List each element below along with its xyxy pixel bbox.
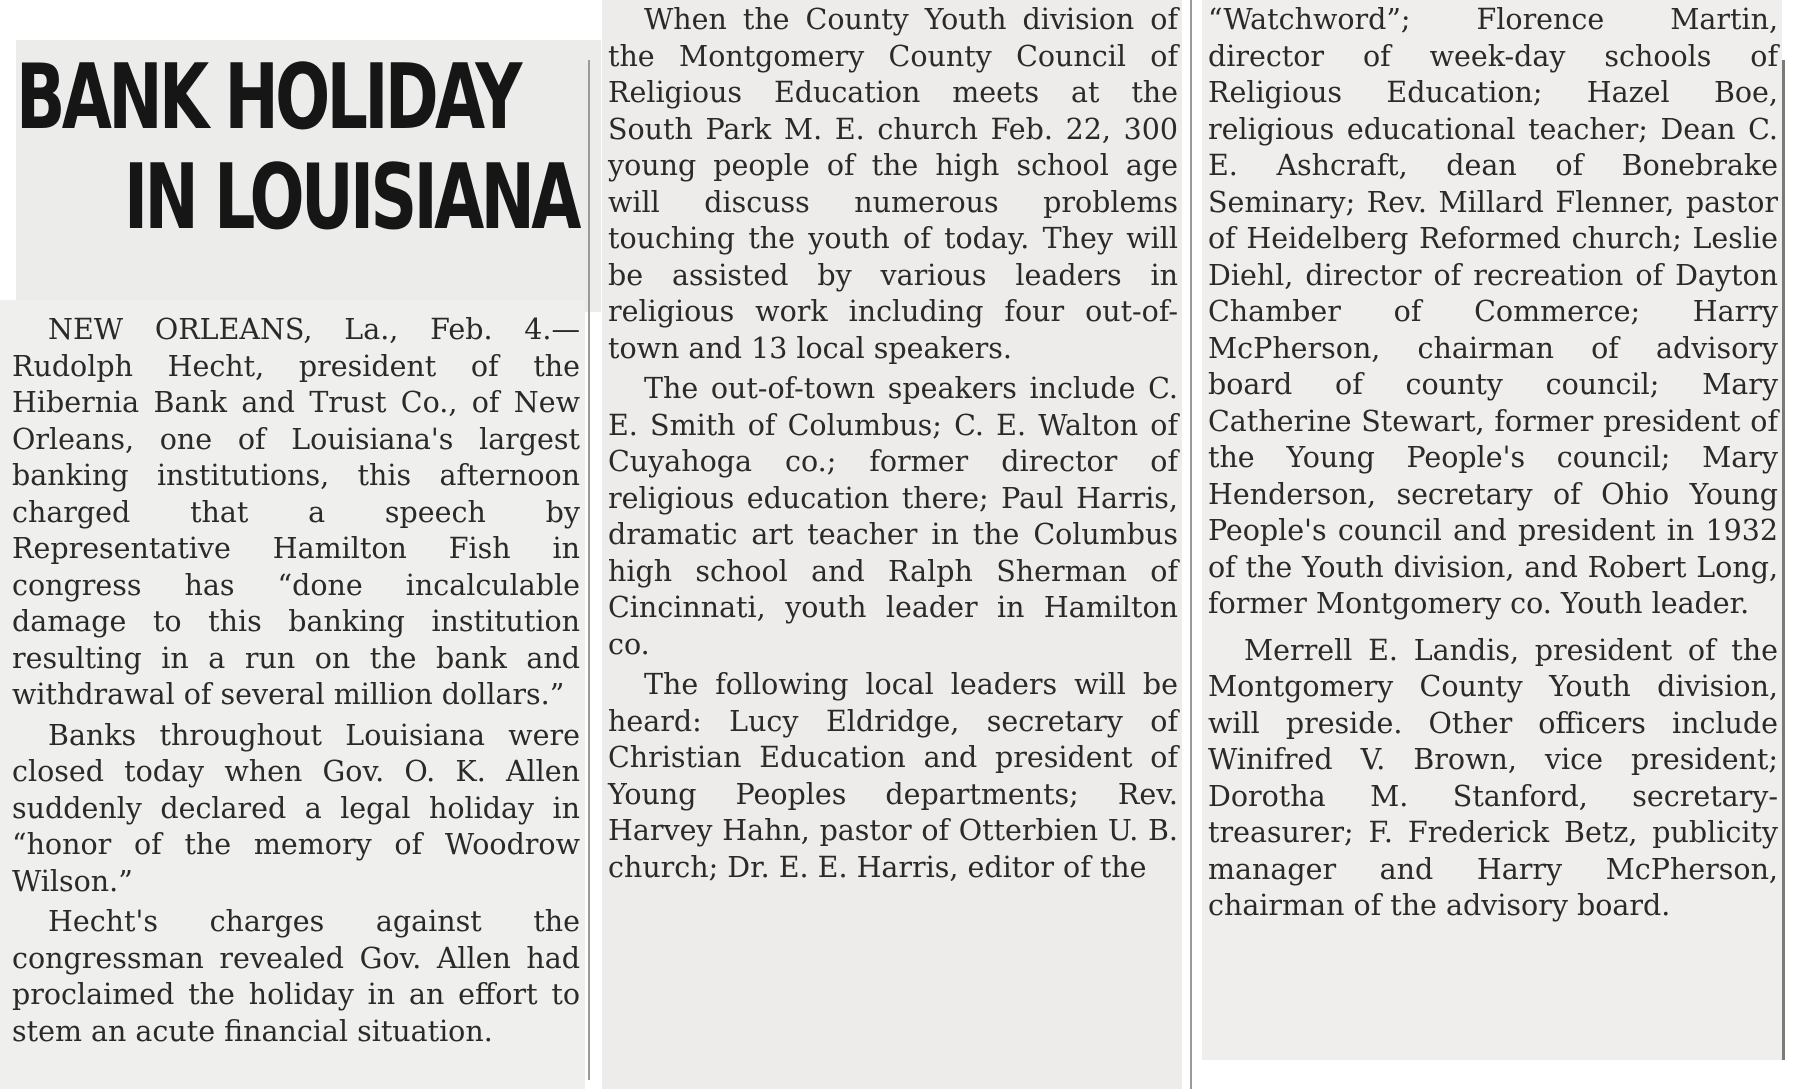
article-paragraph: Hecht's charges against the congressman revealed Gov. Allen had proclaimed the holiday in an effort to stem an acute financial situation.	[12, 905, 580, 1048]
article-paragraph: Banks throughout Louisiana were closed today when Gov. O. K. Allen suddenly declared a legal holiday in “honor of the memory of Woodrow Wilson.”	[12, 718, 580, 898]
column-rule-left	[588, 60, 590, 1080]
column-rule-middle	[1190, 0, 1192, 1089]
youth-article-body-middle	[608, 2, 1178, 886]
article-paragraph: The following local leaders will be heard: Lucy Eldridge, secretary of Christian Education and president of Young Peoples departments; Rev. Harvey Hahn, pastor of Otterbien U. B. church; Dr. E. E. Harris, editor of the	[608, 668, 1178, 884]
youth-article-body-right	[1208, 2, 1778, 925]
headline-line-2: IN LOUISIANA	[124, 145, 578, 250]
headline	[16, 45, 578, 250]
column-rule-right	[1782, 60, 1785, 1060]
article-paragraph: The out-of-town speakers include C. E. Smith of Columbus; C. E. Walton of Cuyahoga co.; former director of religious education there; Paul Harris, dramatic art teacher in the Columbus high school and Ralph Sherman of Cincinnati, youth leader in Hamilton co.	[608, 372, 1178, 661]
bank-holiday-article-body	[12, 312, 580, 1050]
article-paragraph: “Watchword”; Florence Martin, director of week-day schools of Religious Education; Hazel Boe, religious educational teacher; Dean C. E. Ashcraft, dean of Bonebrake Seminary; Rev. Millard Flenner, pastor of Heidelberg Reformed church; Leslie Diehl, director of recreation of Dayton Chamber of Commerce; Harry McPherson, chairman of advisory board of county council; Mary Catherine Stewart, former president of the Young People's council; Mary Henderson, secretary of Ohio Young People's council and president in 1932 of the Youth division, and Robert Long, former Montgomery co. Youth leader.	[1208, 3, 1778, 620]
article-paragraph: NEW ORLEANS, La., Feb. 4.—Rudolph Hecht, president of the Hibernia Bank and Trust Co., of New Orleans, one of Louisiana's largest banking institutions, this afternoon charged that a speech by Representative Hamilton Fish in congress has “done incalculable damage to this banking institution resulting in a run on the bank and withdrawal of several million dollars.”	[12, 313, 580, 711]
article-paragraph: When the County Youth division of the Montgomery County Council of Religious Education meets at the South Park M. E. church Feb. 22, 300 young people of the high school age will discuss numerous problems touching the youth of today. They will be assisted by various leaders in religious work including four out-of-town and 13 local speakers.	[608, 3, 1178, 365]
headline-line-1: BANK HOLIDAY	[16, 45, 519, 150]
article-paragraph: Merrell E. Landis, president of the Montgomery County Youth division, will preside. Other officers include Winifred V. Brown, vice president; Dorotha M. Stanford, secretary-treasurer; F. Frederick Betz, publicity manager and Harry McPherson, chairman of the advisory board.	[1208, 633, 1778, 922]
